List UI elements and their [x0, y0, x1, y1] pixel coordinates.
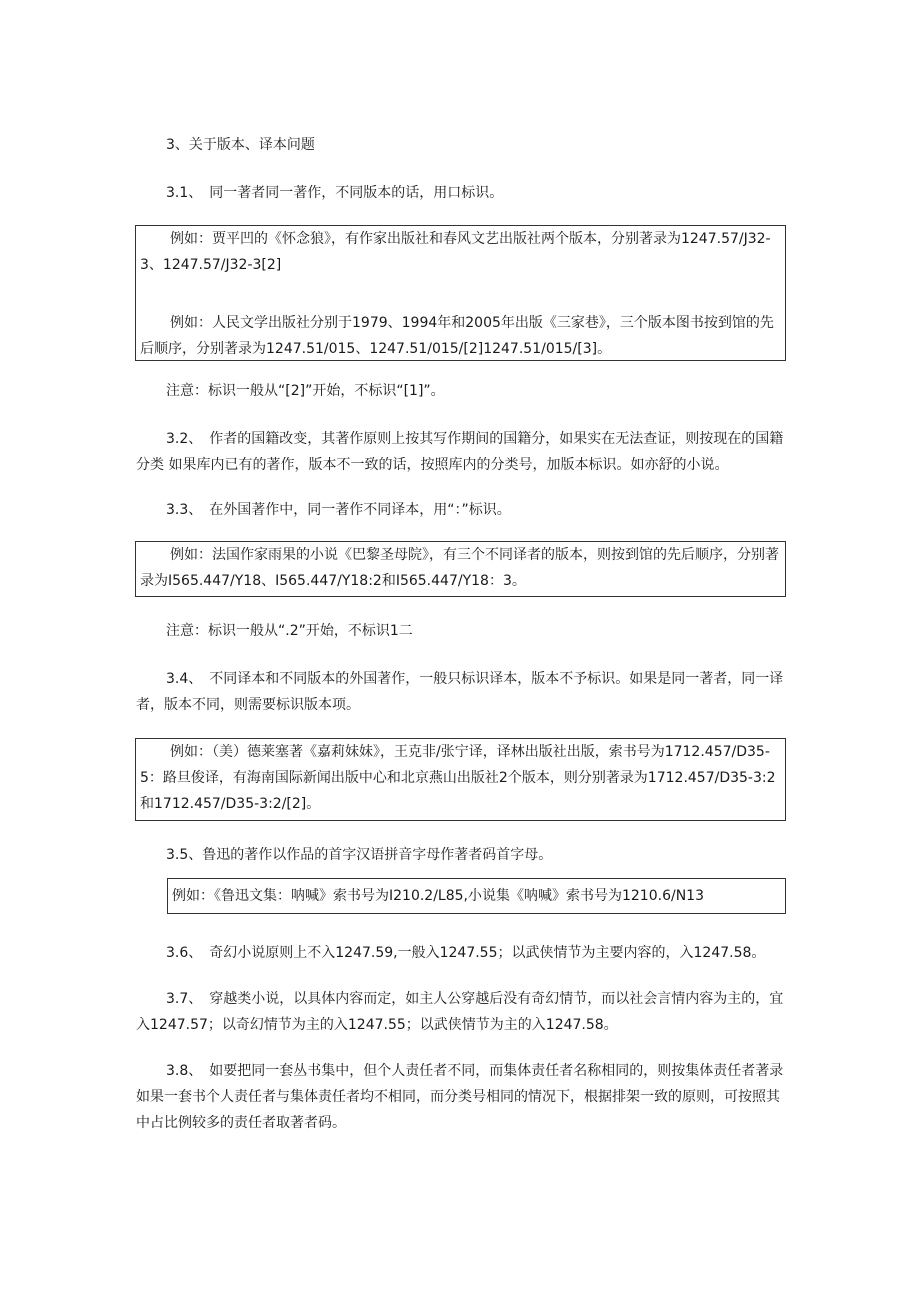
note-2: 注意：标识一般从“.2”开始，不标识1二 [166, 623, 413, 639]
rule-3-5: 3.5、鲁迅的著作以作品的首字汉语拼音字母作著者码首字母。 [166, 847, 553, 863]
rule-3-8: 3.8、 如要把同一套丛书集中，但个人责任者不同，而集体责任者名称相同的，则按集体责任者著录 如果一套书个人责任者与集体责任者均不相同，而分类号相同的情况下，根据排架一致的原则，可按照其中占比例较多的责任者取著者码。 [136, 1063, 784, 1131]
example-box-1 [135, 225, 786, 361]
section-heading: 3、关于版本、译本问题 [166, 137, 315, 153]
rule-3-4: 3.4、 不同译本和不同版本的外国著作，一般只标识译本，版本不予标识。如果是同一著者，同一译者，版本不同，则需要标识版本项。 [136, 671, 784, 713]
rule-3-6: 3.6、 奇幻小说原则上不入1247.59,一般入1247.55；以武侠情节为主要内容的，入1247.58。 [166, 945, 766, 961]
example-box-4 [167, 878, 786, 914]
example-1-text: 例如：贾平凹的《怀念狼》，有作家出版社和春风文艺出版社两个版本，分别著录为1247.57/J32-3、1247.57/J32-3[2] [140, 231, 771, 273]
rule-3-2: 3.2、 作者的国籍改变，其著作原则上按其写作期间的国籍分，如果实在无法查证，则按现在的国籍分类 如果库内已有的著作，版本不一致的话，按照库内的分类号，加版本标识。如亦舒的小说。 [136, 431, 784, 473]
example-4-text: 例如：（美）德莱塞著《嘉莉妹妹》，王克非/张宁译，译林出版社出版，索书号为1712.457/D35-5：路旦俊译，有海南国际新闻出版中心和北京燕山出版社2个版本，则分别著录为1712.457/D35-3:2和1712.457/D35-3:2/[2]。 [140, 744, 776, 812]
rule-3-3: 3.3、 在外国著作中，同一著作不同译本，用“：”标识。 [166, 502, 511, 518]
example-box-3 [135, 738, 786, 821]
example-box-2 [135, 541, 786, 597]
example-3-text: 例如：法国作家雨果的小说《巴黎圣母院》，有三个不同译者的版本，则按到馆的先后顺序，分别著录为I565.447/Y18、I565.447/Y18:2和I565.447/Y18：3。 [140, 547, 779, 589]
example-5-text: 例如：《鲁迅文集：呐喊》索书号为I210.2/L85,小说集《呐喊》索书号为1210.6/N13 [172, 888, 704, 904]
example-2-text: 例如：人民文学出版社分别于1979、1994年和2005年出版《三家巷》，三个版本图书按到馆的先后顺序，分别著录为1247.51/015、1247.51/015/[2]1247.51/015/[3]。 [140, 315, 774, 357]
note-1: 注意：标识一般从“[2]”开始，不标识“[1]”。 [166, 383, 445, 399]
rule-3-1: 3.1、 同一著者同一著作，不同版本的话，用口标识。 [166, 185, 504, 201]
rule-3-7: 3.7、 穿越类小说，以具体内容而定，如主人公穿越后没有奇幻情节，而以社会言情内容为主的，宜入1247.57；以奇幻情节为主的入1247.55；以武侠情节为主的入1247.58。 [136, 991, 784, 1033]
